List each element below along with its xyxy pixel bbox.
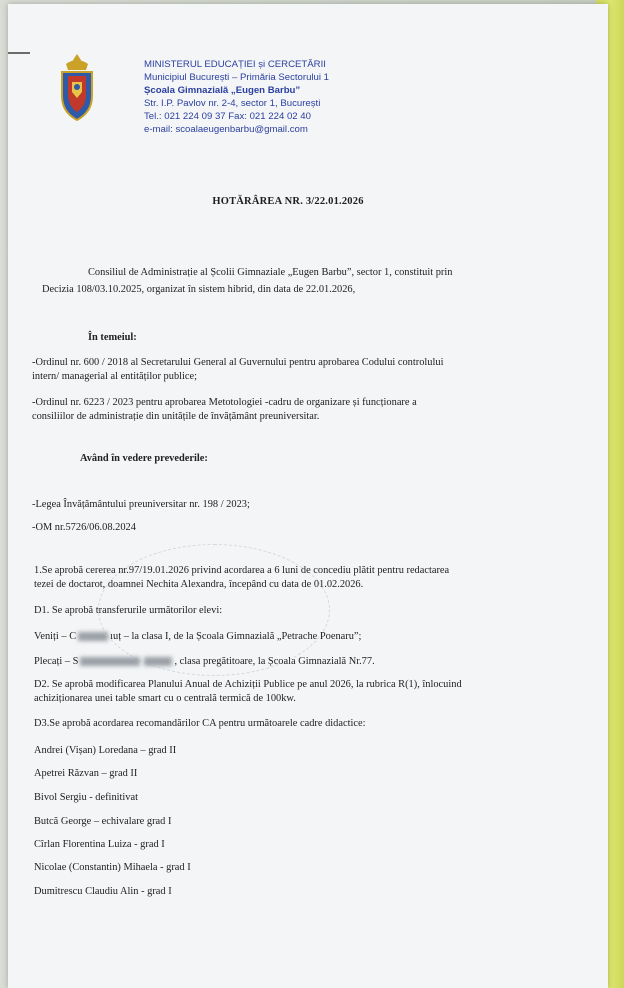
municipality-name: Municipiul București – Primăria Sectorului 1: [144, 72, 330, 83]
teacher-item: Apetrei Răzvan – grad II: [34, 768, 138, 779]
prevederi-item-2: -OM nr.5726/06.08.2024: [32, 522, 136, 533]
teacher-item: Butcă George – echivalare grad I: [34, 816, 172, 827]
teacher-item: Nicolae (Constantin) Mihaela - grad I: [34, 862, 191, 873]
teacher-item: Bivol Sergiu - definitivat: [34, 792, 138, 803]
prevederi-item-1: -Legea Învățământului preuniversitar nr. 198 / 2023;: [32, 499, 250, 510]
teacher-item: Cîrlan Florentina Luiza - grad I: [34, 839, 165, 850]
teacher-item: Andrei (Vișan) Loredana – grad II: [34, 745, 177, 756]
intro-line-1: Consiliul de Administrație al Școlii Gimnaziale „Eugen Barbu”, sector 1, constituit prin: [88, 267, 453, 278]
decision-d2-line-1: D2. Se aprobă modificarea Planului Anual de Achiziții Publice pe anul 2026, la rubrica R(1), înlocuind: [34, 679, 462, 690]
teacher-item: Dumitrescu Claudiu Alin - grad I: [34, 886, 172, 897]
transfer-incoming-suffix: ıuț – la clasa I, de la Școala Gimnazială „Petrache Poenaru”;: [110, 631, 362, 642]
decision-d1-heading: D1. Se aprobă transferurile următorilor elevi:: [34, 605, 223, 616]
decision-d2-line-2: achiziționarea unei table smart cu o centrală termică de 100kw.: [34, 693, 296, 704]
intro-line-2: Decizia 108/03.10.2025, organizat în sistem hibrid, din data de 22.01.2026,: [42, 284, 356, 295]
redacted-name: [144, 657, 172, 666]
redacted-name: [78, 632, 108, 641]
school-name: Școala Gimnazială „Eugen Barbu”: [144, 85, 301, 96]
temeiul-item-2-line-1: -Ordinul nr. 6223 / 2023 pentru aprobarea Metotologiei -cadru de organizare și funcționare a: [32, 397, 417, 408]
transfer-incoming-prefix: Veniți – C: [34, 631, 77, 642]
document-title: HOTĂRÂREA NR. 3/22.01.2026: [212, 196, 364, 207]
temeiul-item-1-line-2: intern/ managerial al entităților publice;: [32, 371, 198, 382]
school-email: e-mail: scoalaeugenbarbu@gmail.com: [144, 124, 308, 135]
prevederi-heading: Având în vedere prevederile:: [80, 453, 208, 464]
school-address: Str. I.P. Pavlov nr. 2-4, sector 1, București: [144, 98, 321, 109]
decision-1-line-2: tezei de doctarot, doamnei Nechita Alexandra, începând cu data de 01.02.2026.: [34, 579, 364, 590]
temeiul-item-1-line-1: -Ordinul nr. 600 / 2018 al Secretarului General al Guvernului pentru aprobarea Codului controlului: [32, 357, 444, 368]
institution-header: [144, 58, 329, 136]
transfer-outgoing: [34, 655, 375, 669]
page-edge-mark: [8, 52, 30, 54]
transfer-outgoing-suffix: , clasa pregătitoare, la Școala Gimnazială Nr.77.: [174, 656, 375, 667]
temeiul-heading: În temeiul:: [88, 332, 137, 343]
temeiul-item-2-line-2: consiliilor de administrație din unitățile de învățământ preuniversitar.: [32, 411, 320, 422]
decision-1-line-1: 1.Se aprobă cererea nr.97/19.01.2026 privind acordarea a 6 luni de concediu plătit pentru redactarea: [34, 565, 450, 576]
document-page: [8, 4, 608, 988]
decision-d3-heading: D3.Se aprobă acordarea recomandărilor CA pentru următoarele cadre didactice:: [34, 718, 366, 729]
coat-of-arms-icon: [56, 54, 98, 124]
school-phone: Tel.: 021 224 09 37 Fax: 021 224 02 40: [144, 111, 311, 122]
transfer-incoming: [34, 630, 361, 644]
transfer-outgoing-prefix: Plecați – S: [34, 656, 79, 667]
redacted-name: [80, 657, 140, 666]
ministry-name: MINISTERUL EDUCAȚIEI și CERCETĂRII: [144, 59, 326, 70]
